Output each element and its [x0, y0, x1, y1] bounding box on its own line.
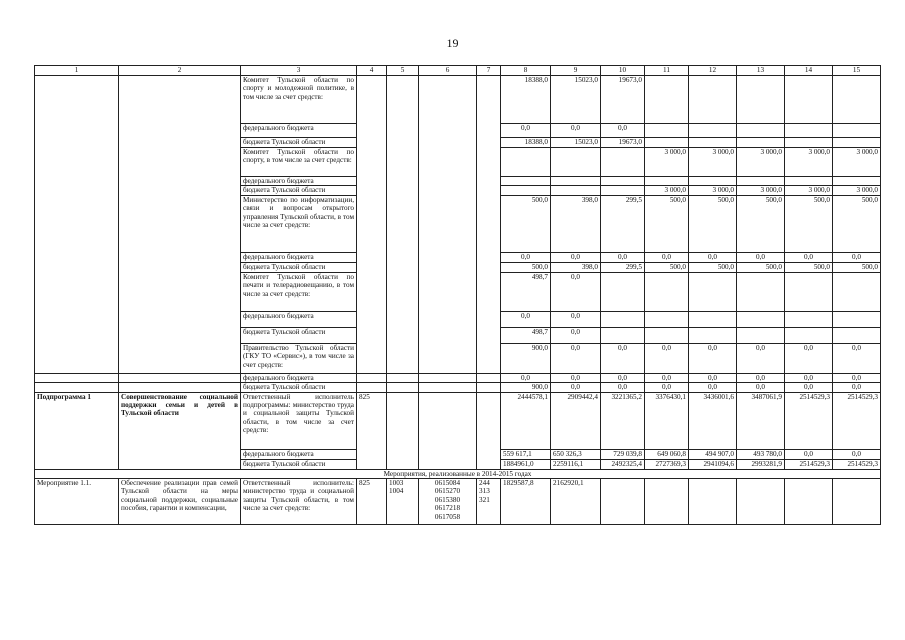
value-cell: 900,0 [501, 383, 551, 392]
table-row [35, 479, 881, 525]
value-cell: 0,0 [689, 373, 737, 382]
value-cell: 3221365,2 [601, 392, 645, 449]
value-cell: 493 780,0 [737, 449, 785, 459]
executor-cell: Комитет Тульской области по спорту и молодежной политике, в том числе за счет средств: [241, 76, 357, 124]
column-header: 15 [833, 66, 881, 76]
vr-cell: 244 313 321 [477, 479, 501, 525]
value-cell: 500,0 [833, 262, 881, 272]
value-cell: 500,0 [785, 262, 833, 272]
value-cell: 729 039,8 [601, 449, 645, 459]
value-cell: 3 000,0 [645, 186, 689, 195]
value-cell: 500,0 [689, 195, 737, 252]
grbs-cell: 825 [357, 479, 387, 525]
value-cell: 2259116,1 [551, 459, 601, 469]
value-cell: 398,0 [551, 262, 601, 272]
value-cell: 0,0 [645, 252, 689, 262]
value-cell: 0,0 [785, 343, 833, 373]
value-cell: 0,0 [551, 252, 601, 262]
column-header: 9 [551, 66, 601, 76]
value-cell: 500,0 [645, 262, 689, 272]
table-row [35, 392, 881, 449]
value-cell: 2444578,1 [501, 392, 551, 449]
value-cell: 3376430,1 [645, 392, 689, 449]
value-cell: 2993281,9 [737, 459, 785, 469]
value-cell: 500,0 [645, 195, 689, 252]
value-cell: 2514529,3 [785, 392, 833, 449]
value-cell: 0,0 [501, 311, 551, 327]
value-cell: 0,0 [551, 311, 601, 327]
cell-empty [477, 392, 501, 469]
column-header: 13 [737, 66, 785, 76]
value-cell: 3 000,0 [785, 148, 833, 177]
value-cell: 2941094,6 [689, 459, 737, 469]
value-cell: 0,0 [601, 373, 645, 382]
column-number-row [35, 66, 881, 76]
value-cell: 3 000,0 [785, 186, 833, 195]
cell-empty [387, 76, 419, 374]
column-header: 1 [35, 66, 119, 76]
column-header: 11 [645, 66, 689, 76]
value-cell: 500,0 [833, 195, 881, 252]
column-header: 2 [119, 66, 241, 76]
value-cell: 3 000,0 [645, 148, 689, 177]
value-cell: 0,0 [833, 383, 881, 392]
value-cell: 0,0 [689, 383, 737, 392]
value-cell: 0,0 [785, 373, 833, 382]
column-header: 7 [477, 66, 501, 76]
column-header: 5 [387, 66, 419, 76]
value-cell: 15023,0 [551, 76, 601, 124]
budget-label: федерального бюджета [241, 124, 357, 138]
value-cell: 0,0 [601, 252, 645, 262]
value-cell: 3487061,9 [737, 392, 785, 449]
subprogram-code: Подпрограмма 1 [35, 392, 119, 469]
value-cell: 398,0 [551, 195, 601, 252]
cell-empty [357, 76, 387, 374]
value-cell: 0,0 [645, 343, 689, 373]
column-header: 12 [689, 66, 737, 76]
value-cell: 2514529,3 [833, 392, 881, 449]
value-cell: 299,5 [601, 262, 645, 272]
cell-empty [419, 392, 477, 469]
value-cell: 3 000,0 [833, 148, 881, 177]
value-cell: 0,0 [737, 343, 785, 373]
column-header: 6 [419, 66, 477, 76]
value-cell: 3 000,0 [737, 186, 785, 195]
budget-label: бюджета Тульской области [241, 138, 357, 148]
value-cell: 649 060,8 [645, 449, 689, 459]
value-cell: 19673,0 [601, 138, 645, 148]
column-header: 8 [501, 66, 551, 76]
column-header: 4 [357, 66, 387, 76]
executor-cell: Правительство Тульской области (ГКУ ТО «Сервис»), в том числе за счет средств: [241, 343, 357, 373]
value-cell: 0,0 [501, 373, 551, 382]
value-cell: 0,0 [737, 383, 785, 392]
executor-cell: Министерство по информатизации, связи и вопросам открытого управления Тульской области, в том числе за счет средств: [241, 195, 357, 252]
value-cell: 500,0 [501, 195, 551, 252]
value-cell: 650 326,3 [551, 449, 601, 459]
value-cell: 3436001,6 [689, 392, 737, 449]
budget-label: федерального бюджета [241, 252, 357, 262]
value-cell: 18388,0 [501, 138, 551, 148]
value-cell: 0,0 [737, 252, 785, 262]
value-cell: 2492325,4 [601, 459, 645, 469]
value-cell: 299,5 [601, 195, 645, 252]
value-cell: 0,0 [785, 383, 833, 392]
value-cell: 500,0 [737, 195, 785, 252]
value-cell: 15023,0 [551, 138, 601, 148]
value-cell: 0,0 [785, 252, 833, 262]
value-cell: 500,0 [501, 262, 551, 272]
value-cell: 500,0 [689, 262, 737, 272]
value-cell: 0,0 [601, 343, 645, 373]
page-number: 19 [446, 36, 459, 50]
cell-empty [387, 392, 419, 469]
value-cell: 0,0 [689, 252, 737, 262]
value-cell: 900,0 [501, 343, 551, 373]
value-cell: 18388,0 [501, 76, 551, 124]
budget-label: федерального бюджета [241, 177, 357, 186]
value-cell: 0,0 [785, 449, 833, 459]
measure-code: Мероприятие 1.1. [35, 479, 119, 525]
value-cell: 2514529,3 [833, 459, 881, 469]
csr-cell: 0615084 0615270 0615380 0617218 0617058 [419, 479, 477, 525]
value-cell: 0,0 [833, 373, 881, 382]
value-cell: 0,0 [833, 343, 881, 373]
value-cell: 0,0 [645, 373, 689, 382]
value-cell: 1829587,8 [501, 479, 551, 525]
value-cell: 0,0 [601, 124, 645, 138]
column-header: 14 [785, 66, 833, 76]
column-header: 3 [241, 66, 357, 76]
value-cell: 0,0 [551, 343, 601, 373]
value-cell: 0,0 [645, 383, 689, 392]
value-cell: 0,0 [551, 272, 601, 311]
value-cell: 0,0 [833, 252, 881, 262]
cell-empty [119, 76, 241, 374]
budget-table [34, 65, 881, 525]
cell-empty [419, 76, 477, 374]
cell-empty [35, 76, 119, 374]
value-cell: 2727369,3 [645, 459, 689, 469]
value-cell: 3 000,0 [833, 186, 881, 195]
value-cell: 0,0 [833, 449, 881, 459]
value-cell: 500,0 [785, 195, 833, 252]
table-row [35, 469, 881, 478]
grbs-cell: 825 [357, 392, 387, 469]
value-cell: 559 617,1 [501, 449, 551, 459]
value-cell: 0,0 [737, 373, 785, 382]
value-cell: 2514529,3 [785, 459, 833, 469]
value-cell: 0,0 [551, 327, 601, 343]
section-title: Мероприятия, реализованные в 2014-2015 годах [35, 469, 881, 478]
table-row [35, 76, 881, 124]
value-cell: 0,0 [551, 373, 601, 382]
executor-cell: Комитет Тульской области по спорту, в том числе за счет средств: [241, 148, 357, 177]
subprogram-name: Совершенствование социальной поддержки семьи и детей в Тульской области [119, 392, 241, 469]
value-cell: 3 000,0 [689, 148, 737, 177]
budget-label: бюджета Тульской области [241, 459, 357, 469]
budget-label: федерального бюджета [241, 373, 357, 382]
executor-cell: Ответственный исполнитель: министерство труда и социальной защиты Тульской области, в том числе за счет средств: [241, 479, 357, 525]
executor-cell: Комитет Тульской области по печати и телерадиовещанию, в том числе за счет средств: [241, 272, 357, 311]
table-row [35, 373, 881, 382]
value-cell: 494 907,0 [689, 449, 737, 459]
value-cell: 0,0 [689, 343, 737, 373]
value-cell: 3 000,0 [737, 148, 785, 177]
value-cell: 0,0 [551, 124, 601, 138]
budget-label: федерального бюджета [241, 449, 357, 459]
value-cell: 2162920,1 [551, 479, 601, 525]
value-cell: 0,0 [551, 383, 601, 392]
budget-label: бюджета Тульской области [241, 262, 357, 272]
measure-name: Обеспечение реализации прав семей Тульской области на меры социальной поддержки, социальные пособия, гарантии и компенсации, [119, 479, 241, 525]
executor-cell: Ответственный исполнитель подпрограммы: министерство труда и социальной защиты Тульской области, в том числе за счет средств: [241, 392, 357, 449]
value-cell: 2909442,4 [551, 392, 601, 449]
budget-label: бюджета Тульской области [241, 383, 357, 392]
budget-label: бюджета Тульской области [241, 186, 357, 195]
value-cell: 500,0 [737, 262, 785, 272]
budget-label: бюджета Тульской области [241, 327, 357, 343]
value-cell: 0,0 [601, 383, 645, 392]
cell-empty [477, 76, 501, 374]
table-row [35, 383, 881, 392]
value-cell: 19673,0 [601, 76, 645, 124]
value-cell: 498,7 [501, 327, 551, 343]
value-cell: 498,7 [501, 272, 551, 311]
column-header: 10 [601, 66, 645, 76]
value-cell: 3 000,0 [689, 186, 737, 195]
value-cell: 1884961,0 [501, 459, 551, 469]
rzpr-cell: 1003 1004 [387, 479, 419, 525]
value-cell: 0,0 [501, 124, 551, 138]
value-cell: 0,0 [501, 252, 551, 262]
budget-label: федерального бюджета [241, 311, 357, 327]
